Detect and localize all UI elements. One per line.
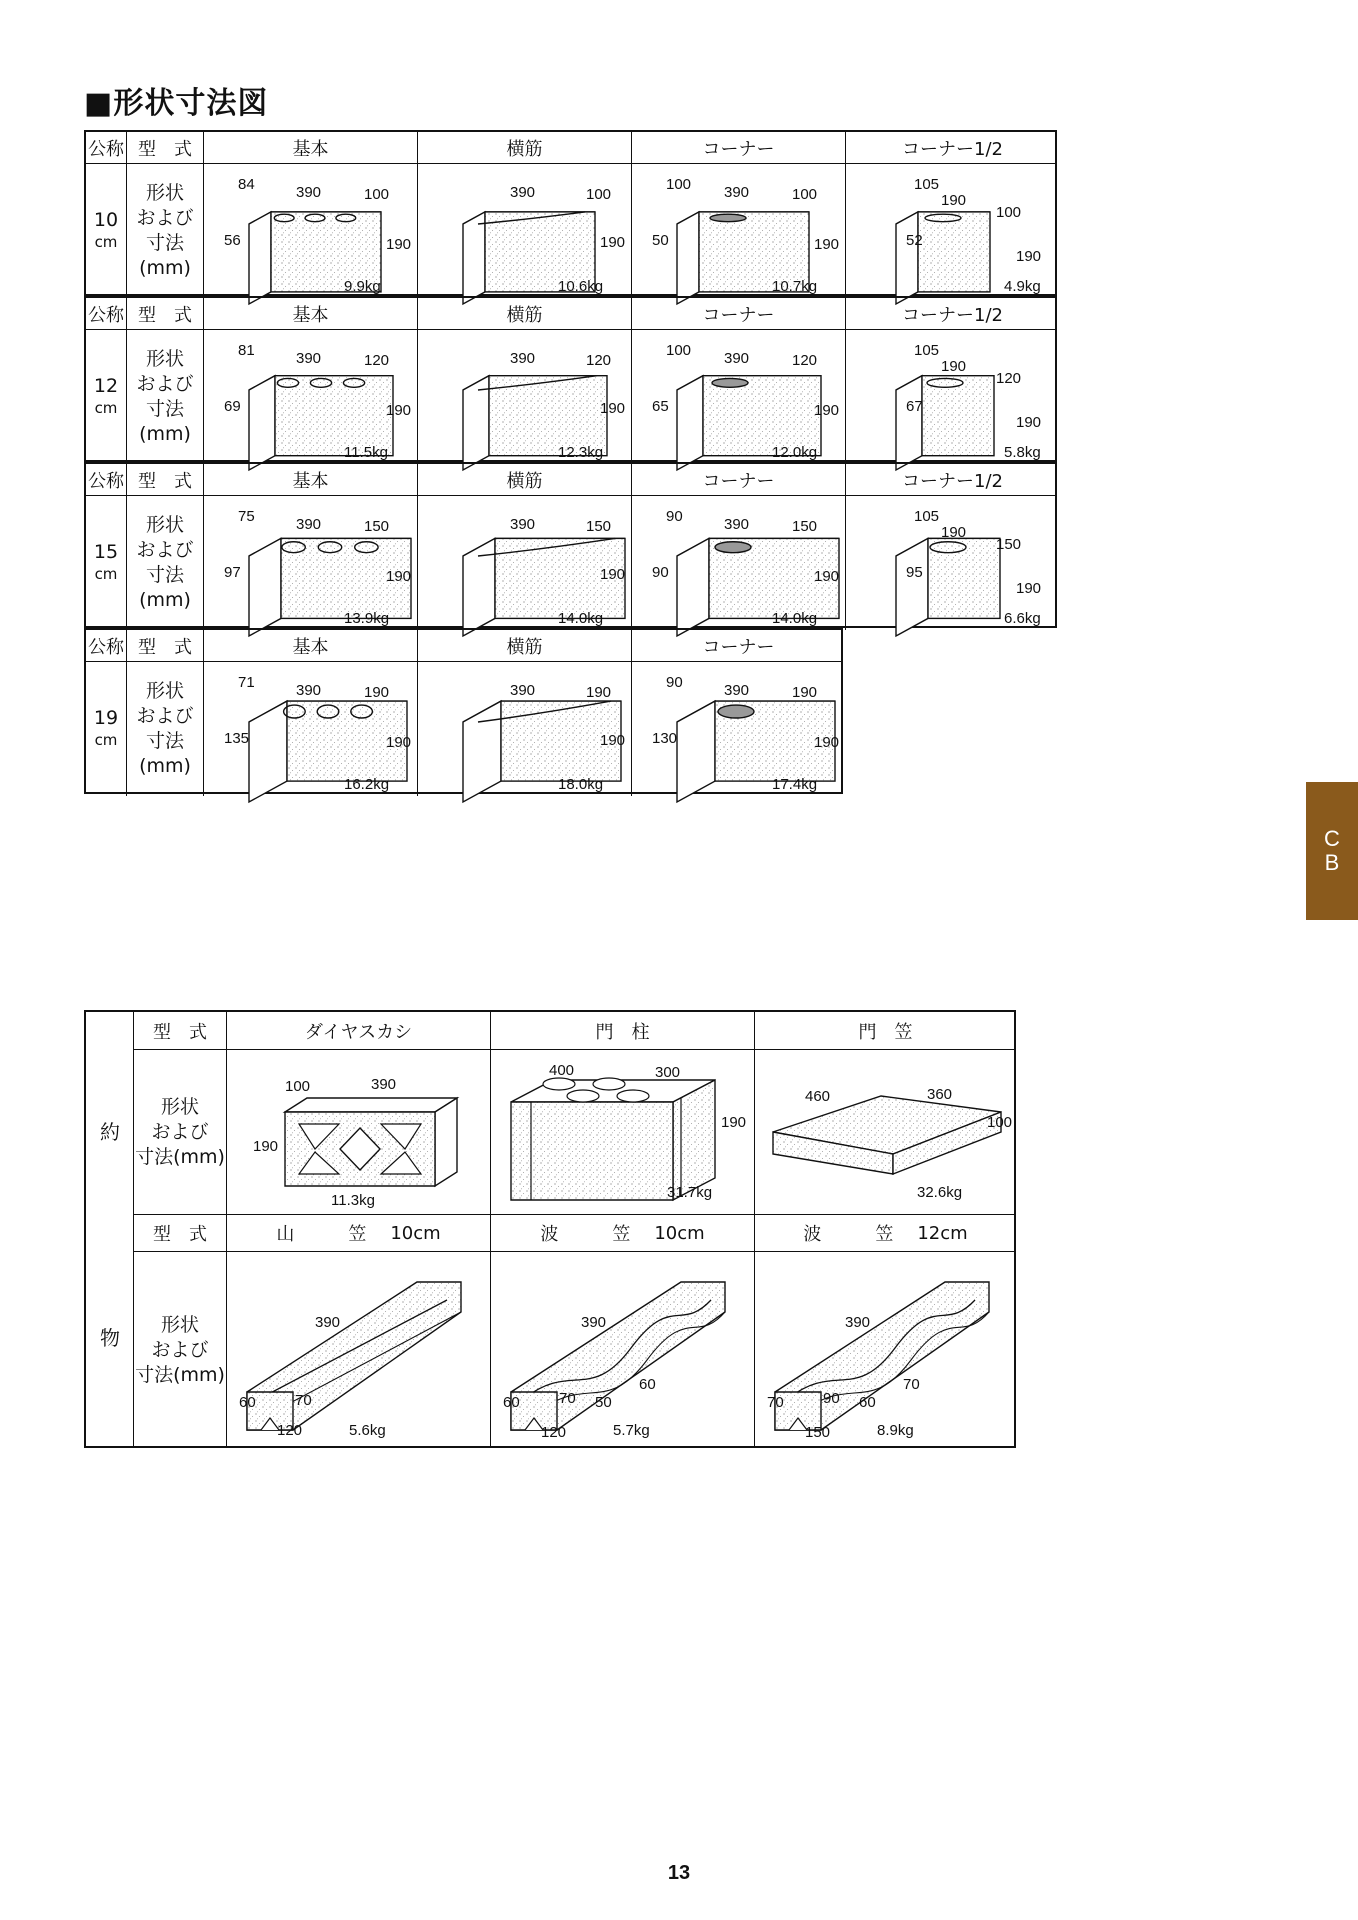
figure-cell-corner [631, 330, 845, 464]
dimension-label: 90 [652, 564, 669, 581]
dimension-label: 190 [941, 358, 967, 375]
weight-label: 5.8kg [1004, 444, 1041, 461]
spec-header: 公称 [88, 636, 124, 658]
dimension-label: 120 [541, 1424, 567, 1441]
column-name: 波 笠 [803, 1224, 894, 1245]
side-label: 物 [100, 1326, 120, 1350]
block-side-face [677, 701, 715, 802]
dimension-label: 400 [549, 1062, 575, 1079]
side-label: 約 [100, 1120, 120, 1144]
dimension-label: 60 [503, 1394, 520, 1411]
column-name: 山 笠 [276, 1224, 367, 1245]
shape-dimension-label [134, 1252, 226, 1448]
shape-label-line: 形状 [160, 1095, 199, 1118]
dimension-label: 390 [724, 350, 750, 367]
rowA-figure [755, 1050, 1019, 1214]
rowA-figure [227, 1050, 491, 1214]
block-figure [204, 496, 418, 630]
shape-label-line: 寸法(mm) [139, 398, 191, 445]
dimension-label: 69 [224, 398, 241, 415]
block-top-face [285, 1098, 457, 1112]
header-row [86, 298, 1055, 330]
block-side-face [435, 1098, 457, 1186]
weight-label: 11.5kg [344, 444, 388, 461]
size-unit: cm [94, 731, 118, 749]
column-header: 横筋 [417, 132, 631, 163]
dimension-label: 190 [941, 192, 967, 209]
rowA-figure [491, 1050, 755, 1214]
size-value: 10 [93, 209, 119, 231]
header-row [86, 630, 841, 662]
dimension-label: 150 [364, 518, 390, 535]
block-side-face [249, 376, 275, 470]
figure-cell [490, 1252, 754, 1448]
dimension-label: 390 [510, 516, 536, 533]
block-side-face [896, 538, 928, 636]
nominal-size [86, 164, 126, 298]
column-size: 12cm [917, 1222, 968, 1244]
block-side-face [677, 376, 703, 470]
dimension-label: 390 [724, 516, 750, 533]
shape-label-line: 形状 [160, 1313, 199, 1336]
column-header: 横筋 [417, 464, 631, 495]
hollow-cell [712, 378, 748, 387]
column-header: 横筋 [417, 298, 631, 329]
figure-cell [490, 1050, 754, 1214]
dimension-label: 390 [510, 350, 536, 367]
dimension-label: 60 [239, 1394, 256, 1411]
dimension-label: 150 [805, 1424, 831, 1441]
shape-label-line: および [136, 539, 194, 561]
figure-cell [754, 1252, 1016, 1448]
block-figure [204, 164, 418, 298]
shape-label-line: および [151, 1120, 209, 1143]
block-side-face [673, 1080, 715, 1200]
column-header: コーナー1/2 [845, 464, 1059, 495]
dimension-label: 150 [792, 518, 818, 535]
figure-cell-yokokin [417, 164, 631, 298]
weight-label: 5.7kg [613, 1422, 650, 1439]
weight-label: 16.2kg [344, 776, 390, 793]
dimension-label: 390 [510, 184, 536, 201]
size-value: 12 [93, 375, 119, 397]
page-number: 13 [667, 1862, 691, 1884]
dimension-label: 100 [666, 176, 692, 193]
dimension-label: 390 [296, 184, 322, 201]
weight-label: 6.6kg [1004, 610, 1041, 627]
weight-label: 12.3kg [558, 444, 604, 461]
shape-label-line: 形状 [145, 514, 184, 536]
column-name: 波 笠 [540, 1224, 631, 1245]
dimension-label: 390 [315, 1314, 341, 1331]
dimension-label: 190 [600, 566, 626, 583]
figure-cell-corner [631, 662, 845, 796]
block-figure [418, 496, 632, 630]
side-tab-letter: C [1324, 826, 1340, 851]
block-side-face [249, 538, 281, 636]
dimension-label: 190 [600, 400, 626, 417]
dimension-label: 190 [386, 734, 412, 751]
dimension-label: 100 [285, 1078, 311, 1095]
figure-cell [226, 1252, 490, 1448]
figure-cell-basic [203, 662, 417, 796]
dimension-label: 120 [364, 352, 390, 369]
figure-row [86, 330, 1055, 464]
block-figure [846, 164, 1060, 298]
block-side-face [677, 212, 699, 304]
dimension-label: 81 [238, 342, 255, 359]
dimension-label: 70 [767, 1394, 784, 1411]
dimension-label: 390 [510, 682, 536, 699]
shape-label-line: 寸法(mm) [139, 564, 191, 611]
dimension-label: 95 [906, 564, 923, 581]
type-header: 型 式 [153, 1224, 207, 1245]
nominal-size [86, 496, 126, 630]
figure-row [86, 164, 1055, 298]
dimension-label: 300 [655, 1064, 681, 1081]
hollow-cell [617, 1090, 649, 1102]
block-side-face [463, 212, 485, 304]
dimension-label: 130 [652, 730, 678, 747]
figure-row [86, 662, 841, 796]
dimension-label: 70 [295, 1392, 312, 1409]
block-front-face [918, 212, 990, 292]
block-side-face [463, 701, 501, 802]
rowB-figure [491, 1252, 755, 1448]
dimension-label: 390 [296, 350, 322, 367]
dimension-label: 105 [914, 176, 940, 193]
dimension-label: 100 [666, 342, 692, 359]
column-header [226, 1215, 490, 1251]
dimension-label: 360 [927, 1086, 953, 1103]
size-group-10 [84, 130, 1057, 296]
type-header: 型 式 [126, 298, 203, 329]
dimension-label: 390 [724, 184, 750, 201]
block-figure [632, 164, 846, 298]
figure-cell-corner [631, 164, 845, 298]
page-title: ■形状寸法図 [84, 86, 269, 121]
column-header: コーナー [631, 464, 845, 495]
hollow-cell [710, 214, 746, 221]
shape-label-line: 寸法(mm) [135, 1145, 225, 1168]
side-tab-letter: B [1324, 850, 1340, 875]
weight-label: 9.9kg [344, 278, 381, 295]
dimension-label: 390 [371, 1076, 397, 1093]
column-size: 10cm [390, 1222, 441, 1244]
figure-row [134, 1252, 1016, 1448]
block-figure [632, 662, 846, 796]
dimension-label: 190 [814, 568, 840, 585]
block-side-face [896, 376, 922, 470]
dimension-label: 90 [666, 508, 683, 525]
block-side-face [463, 538, 495, 636]
spec-header: 公称 [88, 470, 124, 492]
block-figure [204, 330, 418, 464]
dimension-label: 60 [639, 1376, 656, 1393]
nominal-size [86, 662, 126, 796]
column-size: 10cm [654, 1222, 705, 1244]
shape-label-line: 形状 [145, 348, 184, 370]
weight-label: 17.4kg [772, 776, 818, 793]
dimension-label: 190 [386, 568, 412, 585]
shape-label-line: および [136, 705, 194, 727]
dimension-label: 75 [238, 508, 255, 525]
dimension-label: 65 [652, 398, 669, 415]
type-header: 型 式 [126, 132, 203, 163]
column-header: 基本 [203, 464, 417, 495]
dimension-label: 67 [906, 398, 923, 415]
column-header: コーナー [631, 298, 845, 329]
spec-header: 公称 [88, 138, 124, 160]
accessory-table-frame [84, 1010, 1016, 1448]
dimension-label: 150 [586, 518, 612, 535]
hollow-cell [543, 1078, 575, 1090]
dimension-label: 190 [1016, 248, 1042, 265]
dimension-label: 105 [914, 508, 940, 525]
column-header: 門 笠 [754, 1012, 1016, 1049]
block-drawing [846, 164, 1086, 314]
figure-cell-half [845, 330, 1059, 464]
weight-label: 12.0kg [772, 444, 818, 461]
shape-dimension-label [134, 1050, 226, 1214]
size-group-19 [84, 628, 843, 794]
shape-dimension-label [126, 330, 203, 464]
dimension-label: 97 [224, 564, 241, 581]
dimension-label: 190 [386, 236, 412, 253]
column-header [490, 1215, 754, 1251]
size-group-15 [84, 462, 1057, 628]
block-drawing [846, 330, 1086, 480]
shape-label-line: 寸法(mm) [139, 730, 191, 777]
shape-label-line: 形状 [145, 182, 184, 204]
dimension-label: 100 [987, 1114, 1013, 1131]
block-side-face [249, 212, 271, 304]
header-row [134, 1214, 1016, 1252]
accessory-drawing [755, 1050, 1019, 1214]
coping-drawing [227, 1252, 491, 1448]
dimension-label: 52 [906, 232, 923, 249]
dimension-label: 135 [224, 730, 250, 747]
dimension-label: 100 [364, 186, 390, 203]
column-header: 基本 [203, 132, 417, 163]
shape-dimension-label [126, 164, 203, 298]
size-unit: cm [94, 565, 118, 583]
column-header: 基本 [203, 298, 417, 329]
block-figure [418, 662, 632, 796]
dimension-label: 190 [1016, 580, 1042, 597]
dimension-label: 190 [941, 524, 967, 541]
figure-cell-basic [203, 164, 417, 298]
block-drawing [846, 496, 1086, 646]
dimension-label: 105 [914, 342, 940, 359]
accessory-drawing [491, 1050, 755, 1214]
dimension-label: 100 [792, 186, 818, 203]
weight-label: 10.7kg [772, 278, 818, 295]
block-front-face [922, 376, 994, 456]
dimension-label: 390 [724, 682, 750, 699]
dimension-label: 100 [586, 186, 612, 203]
dimension-label: 190 [792, 684, 818, 701]
dimension-label: 100 [996, 204, 1022, 221]
dimension-label: 190 [814, 402, 840, 419]
dimension-label: 50 [595, 1394, 612, 1411]
figure-cell-yokokin [417, 330, 631, 464]
weight-label: 10.6kg [558, 278, 604, 295]
dimension-label: 460 [805, 1088, 831, 1105]
column-header: ダイヤスカシ [226, 1012, 490, 1049]
dimension-label: 120 [586, 352, 612, 369]
dimension-label: 90 [823, 1390, 840, 1407]
side-tab-cb[interactable] [1306, 782, 1358, 920]
column-header: 横筋 [417, 630, 631, 661]
figure-cell [226, 1050, 490, 1214]
column-header: コーナー1/2 [845, 132, 1059, 163]
column-header: 門 柱 [490, 1012, 754, 1049]
block-spec-table [84, 130, 1276, 793]
dimension-label: 190 [600, 234, 626, 251]
shape-label-line: 形状 [145, 680, 184, 702]
hollow-cell [593, 1078, 625, 1090]
shape-label-line: および [136, 207, 194, 229]
size-value: 15 [93, 541, 119, 563]
figure-cell [754, 1050, 1016, 1214]
dimension-label: 190 [814, 734, 840, 751]
side-column [86, 1012, 134, 1446]
weight-label: 18.0kg [558, 776, 604, 793]
block-side-face [896, 212, 918, 304]
hollow-cell [567, 1090, 599, 1102]
dimension-label: 190 [586, 684, 612, 701]
block-figure [632, 330, 846, 464]
dimension-label: 390 [845, 1314, 871, 1331]
dimension-label: 84 [238, 176, 255, 193]
dimension-label: 190 [253, 1138, 279, 1155]
accessory-drawing [227, 1050, 491, 1214]
shape-label-line: および [136, 373, 194, 395]
hollow-cell [718, 705, 754, 718]
dimension-label: 190 [721, 1114, 747, 1131]
shape-label-line: 寸法(mm) [139, 232, 191, 279]
block-figure [846, 330, 1060, 464]
block-side-face [677, 538, 709, 636]
figure-cell-basic [203, 496, 417, 630]
block-figure [204, 662, 418, 796]
shape-dimension-label [126, 496, 203, 630]
dimension-label: 70 [903, 1376, 920, 1393]
header-row [86, 464, 1055, 496]
shape-dimension-label [126, 662, 203, 796]
header-row [86, 132, 1055, 164]
block-figure [418, 164, 632, 298]
spec-header: 公称 [88, 304, 124, 326]
dimension-label: 390 [581, 1314, 607, 1331]
hollow-cell [715, 542, 751, 553]
shape-label-line: および [151, 1338, 209, 1361]
block-side-face [249, 701, 287, 802]
block-front-face [511, 1102, 673, 1200]
weight-label: 5.6kg [349, 1422, 386, 1439]
header-row [134, 1012, 1016, 1050]
weight-label: 11.3kg [331, 1192, 375, 1209]
coping-drawing [491, 1252, 755, 1448]
figure-cell-basic [203, 330, 417, 464]
dimension-label: 90 [666, 674, 683, 691]
dimension-label: 71 [238, 674, 255, 691]
dimension-label: 190 [386, 402, 412, 419]
dimension-label: 390 [296, 516, 322, 533]
figure-cell-yokokin [417, 662, 631, 796]
dimension-label: 50 [652, 232, 669, 249]
figure-row [86, 496, 1055, 630]
dimension-label: 190 [1016, 414, 1042, 431]
column-header: コーナー [631, 630, 845, 661]
column-header: コーナー [631, 132, 845, 163]
figure-cell-yokokin [417, 496, 631, 630]
dimension-label: 56 [224, 232, 241, 249]
dimension-label: 120 [277, 1422, 303, 1439]
weight-label: 13.9kg [344, 610, 390, 627]
figure-cell-corner [631, 496, 845, 630]
weight-label: 4.9kg [1004, 278, 1041, 295]
dimension-label: 390 [296, 682, 322, 699]
type-header: 型 式 [126, 630, 203, 661]
weight-label: 32.6kg [917, 1184, 963, 1201]
figure-row [134, 1050, 1016, 1214]
size-unit: cm [94, 399, 118, 417]
block-figure [846, 496, 1060, 630]
column-header: 基本 [203, 630, 417, 661]
dimension-label: 190 [600, 732, 626, 749]
dimension-label: 150 [996, 536, 1022, 553]
dimension-label: 190 [364, 684, 390, 701]
rowB-figure [227, 1252, 491, 1448]
shape-label-line: 寸法(mm) [135, 1363, 225, 1386]
dimension-label: 70 [559, 1390, 576, 1407]
size-group-12 [84, 296, 1057, 462]
rowB-figure [755, 1252, 1019, 1448]
size-unit: cm [94, 233, 118, 251]
column-header [754, 1215, 1016, 1251]
size-value: 19 [93, 707, 119, 729]
coping-drawing [755, 1252, 1019, 1448]
type-header: 型 式 [153, 1021, 207, 1043]
nominal-size [86, 330, 126, 464]
dimension-label: 120 [792, 352, 818, 369]
block-figure [418, 330, 632, 464]
dimension-label: 190 [814, 236, 840, 253]
weight-label: 14.0kg [558, 610, 604, 627]
weight-label: 8.9kg [877, 1422, 914, 1439]
dimension-label: 60 [859, 1394, 876, 1411]
block-figure [632, 496, 846, 630]
type-header: 型 式 [126, 464, 203, 495]
figure-cell-half [845, 496, 1059, 630]
weight-label: 31.7kg [667, 1184, 713, 1201]
column-header: コーナー1/2 [845, 298, 1059, 329]
weight-label: 14.0kg [772, 610, 818, 627]
figure-cell-half [845, 164, 1059, 298]
dimension-label: 120 [996, 370, 1022, 387]
